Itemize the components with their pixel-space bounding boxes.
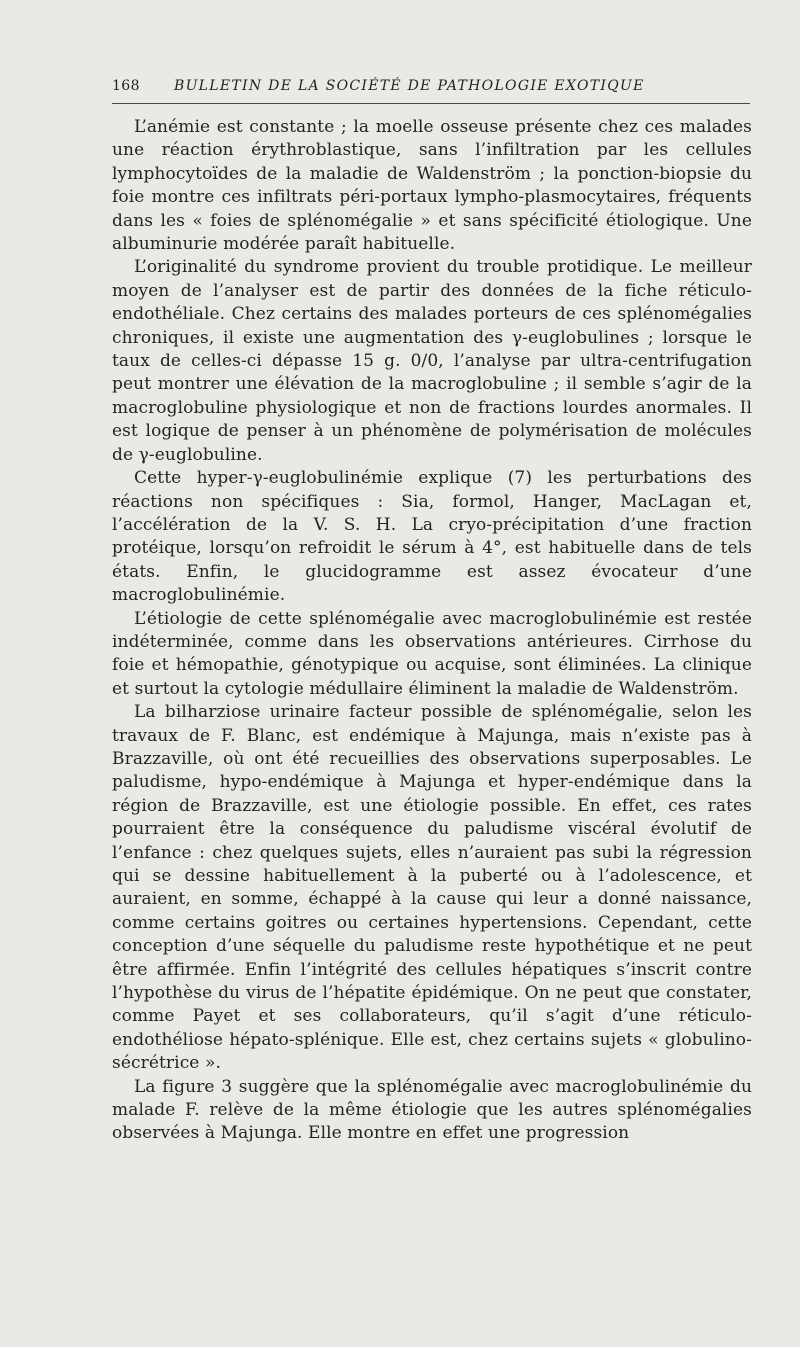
journal-title: BULLETIN DE LA SOCIÉTÉ DE PATHOLOGIE EXOTIQUE (174, 78, 645, 94)
article-body (112, 116, 752, 1146)
header-rule (112, 103, 750, 104)
paragraph-protein-disorder: L’originalité du syndrome provient du trouble protidique. Le meilleur moyen de l’analyser est de partir des données de la fiche réticulo-endothéliale. Chez certains des malades porteurs de ces splénomégalies chroniques, il existe une augmentation des γ-euglobulines ; lorsque le taux de celles-ci dépasse 15 g. 0/0, l’analyse par ultra-centrifugation peut montrer une élévation de la macroglobuline ; il semble s’agir de la macroglobuline physiologique et non de fractions lourdes anormales. Il est logique de penser à un phénomène de polymérisation de molécules de γ-euglobuline. (112, 257, 752, 465)
paragraph-etiology: L’étiologie de cette splénomégalie avec macroglobulinémie est restée indéterminée, comme dans les observations antérieures. Cirrhose du foie et hémopathie, génotypique ou acquise, sont éliminées. La clinique et surtout la cytologie médullaire éliminent la maladie de Waldenström. (112, 608, 752, 699)
paragraph-figure-3: La figure 3 suggère que la splénomégalie avec macroglobulinémie du malade F. relève de la même étiologie que les autres splénomégalies observées à Majunga. Elle montre en effet une progression (112, 1076, 752, 1144)
page-number: 168 (112, 78, 140, 94)
running-head (112, 78, 752, 100)
paragraph-anemia: L’anémie est constante ; la moelle osseuse présente chez ces malades une réaction érythroblastique, sans l’infiltration par les cellules lymphocytoïdes de la maladie de Waldenström ; la ponction-biopsie du foie montre ces infiltrats péri-portaux lympho-plasmocytaires, fréquents dans les « foies de splénomégalie » et sans spécificité étiologique. Une albuminurie modérée paraît habituelle. (112, 117, 752, 255)
paragraph-euglobulinemia: Cette hyper-γ-euglobulinémie explique (7) les perturbations des réactions non spécifiques : Sia, formol, Hanger, MacLagan et, l’accélération de la V. S. H. La cryo-précipitation d’une fraction protéique, lorsqu’on refroidit le sérum à 4°, est habituelle dans de tels états. Enfin, le glucidogramme est assez évocateur d’une macroglobulinémie. (112, 468, 752, 606)
paragraph-bilharziasis-malaria: La bilharziose urinaire facteur possible de splénomégalie, selon les travaux de F. Blanc, est endémique à Majunga, mais n’existe pas à Brazzaville, où ont été recueillies des observations superposables. Le paludisme, hypo-endémique à Majunga et hyper-endémique dans la région de Brazzaville, est une étiologie possible. En effet, ces rates pourraient être la conséquence du paludisme viscéral évolutif de l’enfance : chez quelques sujets, elles n’auraient pas subi la régression qui se dessine habituellement à la puberté ou à l’adolescence, et auraient, en somme, échappé à la cause qui leur a donné naissance, comme certains goitres ou certaines hypertensions. Cependant, cette conception d’une séquelle du paludisme reste hypothétique et ne peut être affirmée. Enfin l’intégrité des cellules hépatiques s’inscrit contre l’hypothèse du virus de l’hépatite épidémique. On ne peut que constater, comme Payet et ses collaborateurs, qu’il s’agit d’une réticulo-endothéliose hépato-splénique. Elle est, chez certains sujets « globulino-sécrétrice ». (112, 702, 752, 1074)
